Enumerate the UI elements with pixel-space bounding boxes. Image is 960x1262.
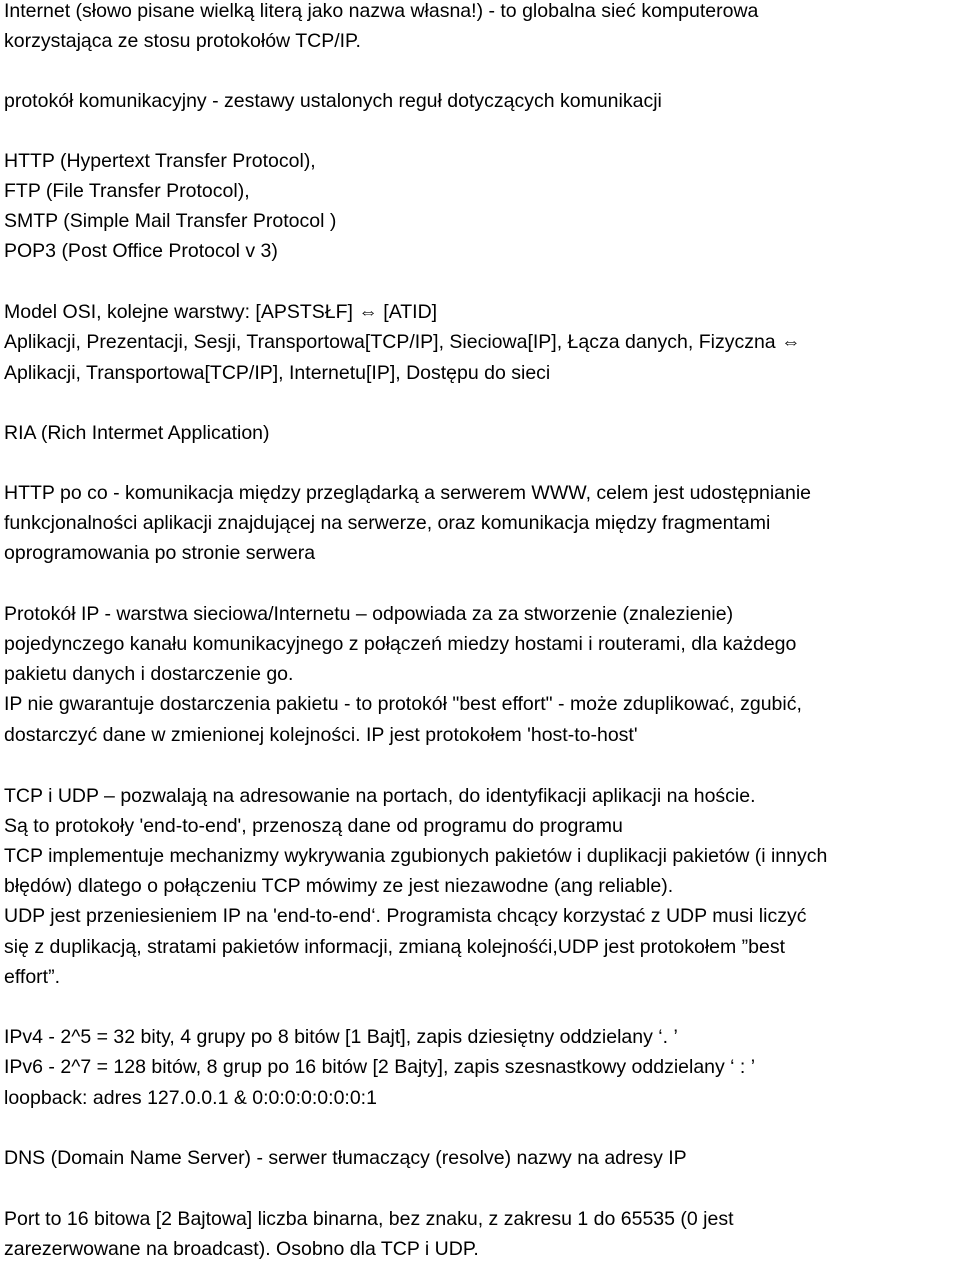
text-line: RIA (Rich Intermet Application) <box>4 422 270 444</box>
text-line: IP nie gwarantuje dostarczenia pakietu - to protokół "best effort" - może zduplikować, zgubić, <box>4 693 802 715</box>
text-line: Model OSI, kolejne warstwy: [APSTSŁF] ⇔ [ATID] <box>4 301 438 323</box>
text-line: Protokół IP - warstwa sieciowa/Internetu – odpowiada za za stworzenie (znalezienie) <box>4 603 734 625</box>
text-line: FTP (File Transfer Protocol), <box>4 180 250 202</box>
text-line: Internet (słowo pisane wielką literą jako nazwa własna!) - to globalna sieć komputerowa <box>4 0 759 22</box>
text-line: UDP jest przeniesieniem IP na 'end-to-end‘. Programista chcący korzystać z UDP musi liczyć <box>4 905 807 927</box>
text-line: TCP i UDP – pozwalają na adresowanie na portach, do identyfikacji aplikacji na hoście. <box>4 785 756 807</box>
text-line: Aplikacji, Prezentacji, Sesji, Transportowa[TCP/IP], Sieciowa[IP], Łącza danych, Fizyczna ⇔ <box>4 331 801 353</box>
text-line: IPv6 - 2^7 = 128 bitów, 8 grup po 16 bitów [2 Bajty], zapis szesnastkowy oddzielany ‘ : ’ <box>4 1056 756 1078</box>
text-line: korzystająca ze stosu protokołów TCP/IP. <box>4 30 361 52</box>
text-line: POP3 (Post Office Protocol v 3) <box>4 240 278 262</box>
text-line: HTTP (Hypertext Transfer Protocol), <box>4 150 316 172</box>
text-line: pojedynczego kanału komunikacyjnego z połączeń miedzy hostami i routerami, dla każdego <box>4 633 797 655</box>
text-line: dostarczyć dane w zmienionej kolejności. IP jest protokołem 'host-to-host' <box>4 724 638 746</box>
text-line: się z duplikacją, stratami pakietów informacji, zmianą kolejnośći,UDP jest protokołem ”best <box>4 936 786 958</box>
text-line: HTTP po co - komunikacja między przeglądarką a serwerem WWW, celem jest udostępnianie <box>4 482 812 504</box>
text-line: zarezerwowane na broadcast). Osobno dla TCP i UDP. <box>4 1238 479 1260</box>
text-line: TCP implementuje mechanizmy wykrywania zgubionych pakietów i duplikacji pakietów (i innych <box>4 845 828 867</box>
text-line: SMTP (Simple Mail Transfer Protocol ) <box>4 210 337 232</box>
text-line: funkcjonalności aplikacji znajdującej na serwerze, oraz komunikacja między fragmentami <box>4 512 771 534</box>
text-line: effort”. <box>4 966 60 988</box>
text-line: IPv4 - 2^5 = 32 bity, 4 grupy po 8 bitów [1 Bajt], zapis dziesiętny oddzielany ‘. ’ <box>4 1026 678 1048</box>
text-line: Port to 16 bitowa [2 Bajtowa] liczba binarna, bez znaku, z zakresu 1 do 65535 (0 jest <box>4 1208 734 1230</box>
text-line: Aplikacji, Transportowa[TCP/IP], Internetu[IP], Dostępu do sieci <box>4 362 551 384</box>
text-line: oprogramowania po stronie serwera <box>4 542 316 564</box>
text-line: DNS (Domain Name Server) - serwer tłumaczący (resolve) nazwy na adresy IP <box>4 1147 687 1169</box>
text-line: loopback: adres 127.0.0.1 & 0:0:0:0:0:0:0:1 <box>4 1087 377 1109</box>
text-line: Są to protokoły 'end-to-end', przenoszą dane od programu do programu <box>4 815 623 837</box>
text-line: protokół komunikacyjny - zestawy ustalonych reguł dotyczących komunikacji <box>4 90 662 112</box>
text-line: pakietu danych i dostarczenie go. <box>4 663 294 685</box>
text-line: błędów) dlatego o połączeniu TCP mówimy ze jest niezawodne (ang reliable). <box>4 875 674 897</box>
